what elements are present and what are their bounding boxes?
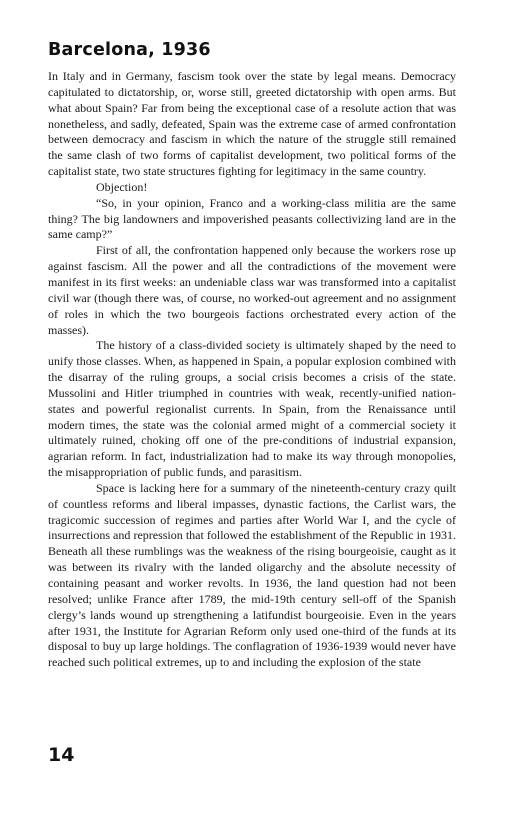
page-number: 14 [48, 744, 75, 766]
paragraph-4: First of all, the confrontation happened only because the workers rose up against fascism. All the power and all the contradictions of the movement were manifest in its first weeks: an undeniable class war was transformed into a capitalist civil war (though there was, of course, no worked-out agreement and no assignment of roles in which the two bourgeois factions orchestrated every action of the masses). [48, 243, 456, 337]
section-heading: Barcelona, 1936 [48, 40, 211, 60]
paragraph-5: The history of a class-divided society is ultimately shaped by the need to unify those classes. When, as happened in Spain, a popular explosion combined with the disarray of the ruling groups, a social crisis becomes a crisis of the state. Mussolini and Hitler triumphed in countries with weak, recently-unified nation-states and powerful regionalist currents. In Spain, from the Renaissance until modern times, the state was the colonial armed might of a commercial society it ultimately ruined, choking off one of the pre-conditions of industrial expansion, agrarian reform. In fact, industrialization had to make its way through monopolies, the misappropriation of public funds, and parasitism. [48, 338, 456, 480]
paragraph-6: Space is lacking here for a summary of the nineteenth-century crazy quilt of countless reforms and liberal impasses, dynastic factions, the Carlist wars, the tragicomic succession of regimes and parties after World War I, and the cycle of insurrections and repression that followed the establishment of the Republic in 1931. Beneath all these rumblings was the weakness of the rising bourgeoisie, caught as it was between its rivalry with the landed oligarchy and the absolute necessity of containing peasant and worker revolts. In 1936, the land question had not been resolved; unlike France after 1789, the mid-19th century sell-off of the Spanish clergy’s lands wound up strengthening a latifundist bourgeoisie. Even in the years after 1931, the Institute for Agrarian Reform only used one-third of the funds at its disposal to buy up large holdings. The conflagration of 1936-1939 would never have reached such political extremes, up to and including the explosion of the state [48, 480, 456, 670]
paragraph-3: “So, in your opinion, Franco and a working-class militia are the same thing? The big landowners and impoverished peasants collectivizing land are in the same camp?” [48, 195, 456, 242]
paragraph-2: Objection! [96, 179, 148, 194]
page-content [48, 40, 456, 671]
paragraph-1: In Italy and in Germany, fascism took over the state by legal means. Democracy capitulated to dictatorship, or, worse still, greeted dictatorship with open arms. But what about Spain? Far from being the exceptional case of a resolute action that was nonetheless, and sadly, defeated, Spain was the extreme case of armed confrontation between democracy and fascism in which the nature of the struggle still remained the same clash of two forms of capitalist development, two political forms of the capitalist state, two state structures fighting for legitimacy in the same country. [48, 69, 456, 179]
